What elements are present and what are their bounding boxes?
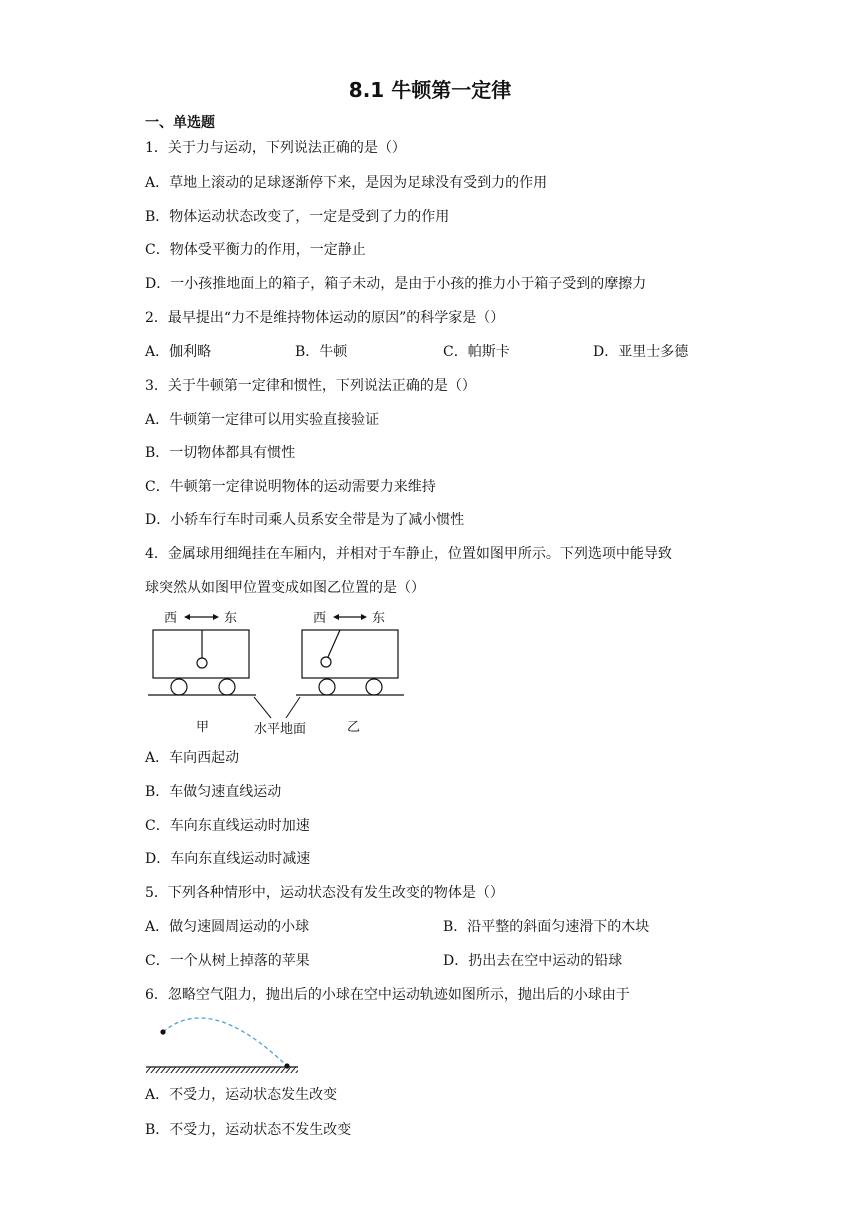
train-car-figure bbox=[140, 600, 430, 740]
question-4-stem-line-1: 4．金属球用细绳挂在车厢内，并相对于车静止，位置如图甲所示。下列选项中能导致 bbox=[145, 546, 672, 562]
ground-hatching bbox=[146, 1067, 298, 1073]
question-5-stem: 5．下列各种情形中，运动状态没有发生改变的物体是（） bbox=[145, 885, 504, 901]
start-ball bbox=[160, 1029, 165, 1034]
question-5-option-b: B．沿平整的斜面匀速滑下的木块 bbox=[443, 919, 650, 935]
wheel-yi-left bbox=[319, 679, 335, 695]
page-title: 8.1 牛顿第一定律 bbox=[348, 78, 512, 102]
question-6-option-a: A．不受力，运动状态发生改变 bbox=[145, 1087, 338, 1103]
wheel-jia-right bbox=[219, 679, 235, 695]
question-6-option-b: B．不受力，运动状态不发生改变 bbox=[145, 1122, 352, 1138]
question-1-option-a: A．草地上滚动的足球逐渐停下来，是因为足球没有受到力的作用 bbox=[145, 175, 548, 191]
ball-yi bbox=[321, 657, 331, 667]
question-5-option-d: D．扔出去在空中运动的铅球 bbox=[443, 953, 623, 969]
question-3-option-d: D．小轿车行车时司乘人员系安全带是为了减小惯性 bbox=[145, 512, 465, 528]
question-4-option-a: A．车向西起动 bbox=[145, 750, 240, 766]
ball-jia bbox=[197, 658, 207, 668]
west-label-yi: 西 bbox=[313, 611, 327, 626]
question-5-option-a: A．做匀速圆周运动的小球 bbox=[145, 919, 310, 935]
question-2-option-d: D．亚里士多德 bbox=[593, 344, 689, 360]
ground-pointer-left bbox=[254, 697, 271, 718]
question-4-option-d: D．车向东直线运动时减速 bbox=[145, 851, 311, 867]
trajectory-path bbox=[163, 1018, 287, 1066]
question-1-option-c: C．物体受平衡力的作用，一定静止 bbox=[145, 242, 366, 258]
string-yi bbox=[328, 630, 340, 657]
question-2-option-c: C．帕斯卡 bbox=[443, 344, 510, 360]
section-heading: 一、单选题 bbox=[145, 115, 215, 131]
question-3-option-a: A．牛顿第一定律可以用实验直接验证 bbox=[145, 412, 380, 428]
arrow-icon-jia bbox=[184, 614, 219, 620]
question-2-option-b: B．牛顿 bbox=[295, 344, 348, 360]
question-3-option-b: B．一切物体都具有惯性 bbox=[145, 445, 296, 461]
car-body-jia bbox=[153, 630, 249, 678]
question-1-option-b: B．物体运动状态改变了，一定是受到了力的作用 bbox=[145, 209, 450, 225]
question-6-stem: 6．忽略空气阻力，抛出后的小球在空中运动轨迹如图所示，抛出后的小球由于 bbox=[145, 987, 630, 1003]
wheel-jia-left bbox=[171, 679, 187, 695]
question-2-option-a: A．伽利略 bbox=[145, 344, 212, 360]
question-4-option-c: C．车向东直线运动时加速 bbox=[145, 818, 310, 834]
figure-label-yi: 乙 bbox=[347, 720, 361, 735]
figure-label-jia: 甲 bbox=[196, 720, 210, 735]
question-4-option-b: B．车做匀速直线运动 bbox=[145, 784, 282, 800]
question-1-option-d: D．一小孩推地面上的箱子，箱子未动，是由于小孩的推力小于箱子受到的摩擦力 bbox=[145, 276, 647, 292]
trajectory-figure bbox=[140, 1008, 305, 1078]
west-label-jia: 西 bbox=[164, 611, 178, 626]
east-label-yi: 东 bbox=[372, 611, 386, 626]
question-2-stem: 2．最早提出“力不是维持物体运动的原因”的科学家是（） bbox=[145, 310, 505, 326]
question-5-option-c: C．一个从树上掉落的苹果 bbox=[145, 953, 310, 969]
question-3-stem: 3．关于牛顿第一定律和惯性，下列说法正确的是（） bbox=[145, 378, 476, 394]
question-4-stem-line-2: 球突然从如图甲位置变成如图乙位置的是（） bbox=[145, 580, 425, 596]
arrow-icon-yi bbox=[333, 614, 367, 620]
wheel-yi-right bbox=[366, 679, 382, 695]
question-3-option-c: C．牛顿第一定律说明物体的运动需要力来维持 bbox=[145, 479, 436, 495]
east-label-jia: 东 bbox=[224, 611, 238, 626]
question-1-stem: 1．关于力与运动，下列说法正确的是（） bbox=[145, 140, 406, 156]
car-body-yi bbox=[302, 630, 398, 678]
ground-label: 水平地面 bbox=[254, 722, 307, 737]
ground-pointer-right bbox=[286, 697, 300, 718]
